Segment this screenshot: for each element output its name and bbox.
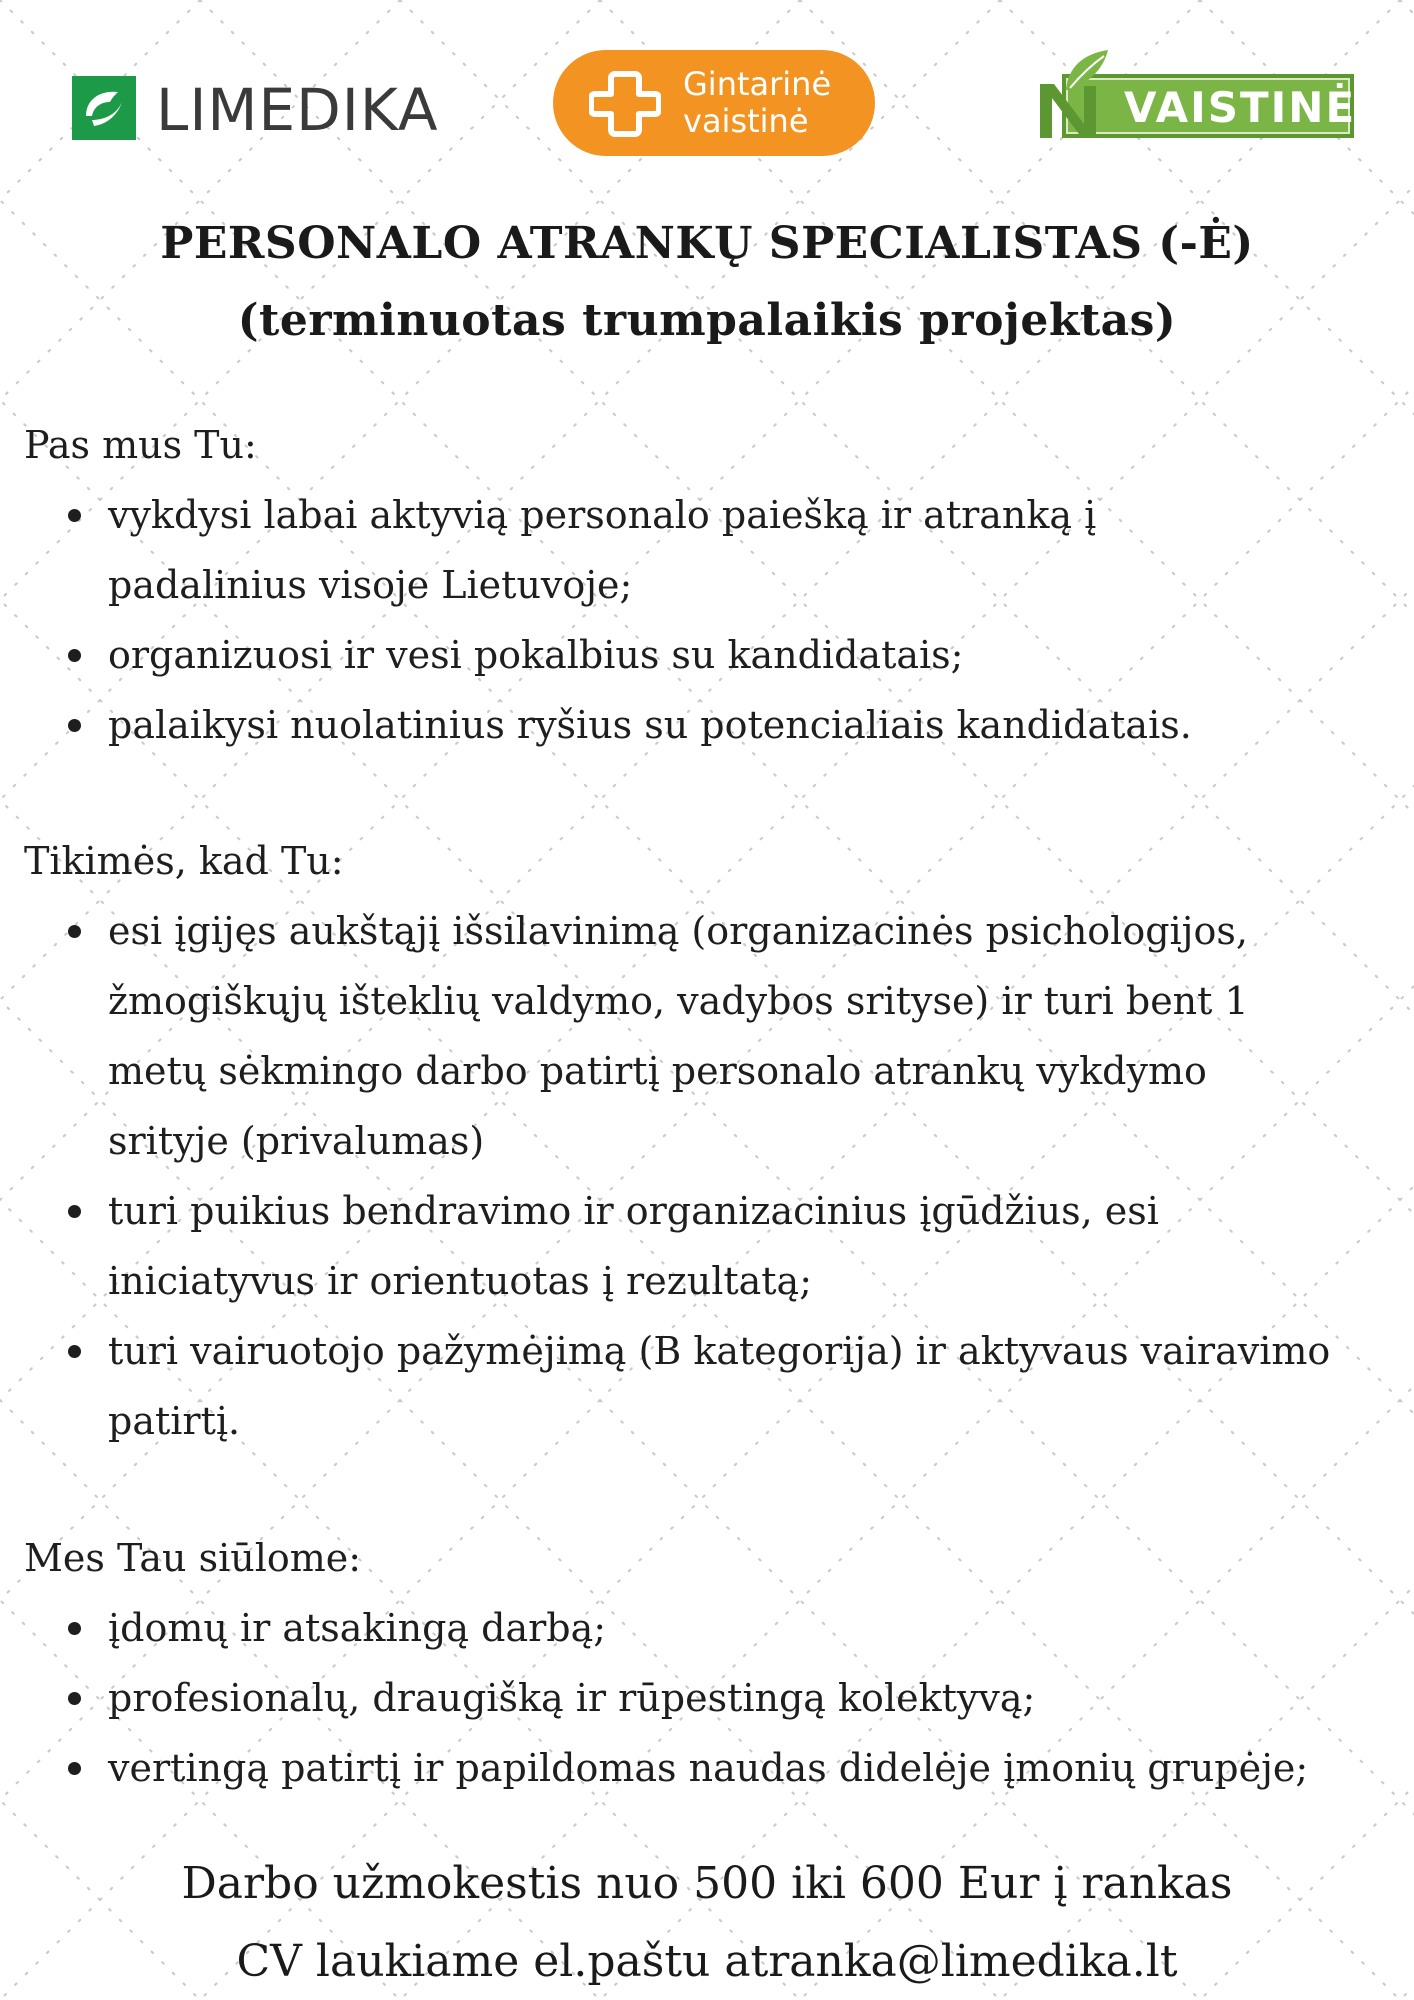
gintarine-line1: Gintarinė <box>683 65 832 103</box>
bullet-icon <box>68 1345 81 1358</box>
list-item: turi vairuotojo pažymėjimą (B kategorija) ir aktyvaus vairavimo patirtį. <box>24 1316 1408 1456</box>
section-heading: Tikimės, kad Tu: <box>24 839 344 883</box>
bullet-icon <box>68 509 81 522</box>
offer-section <box>24 1523 1404 1803</box>
cross-icon <box>589 68 661 140</box>
vaistine-logo <box>1018 46 1356 142</box>
limedika-mark-icon <box>72 76 136 140</box>
bullet-icon <box>68 1622 81 1635</box>
bullet-list <box>24 480 1404 760</box>
gintarine-line2: vaistinė <box>683 102 809 140</box>
bullet-list <box>24 896 1404 1456</box>
gintarine-logo-text <box>683 66 831 140</box>
bullet-icon <box>68 925 81 938</box>
bullet-list <box>24 1593 1404 1803</box>
bullet-icon <box>68 649 81 662</box>
limedika-logo-text: LIMEDIKA <box>156 76 439 144</box>
bullet-icon <box>68 1762 81 1775</box>
job-subtitle: (terminuotas trumpalaikis projektas) <box>237 295 1177 346</box>
contact-text: CV laukiame el.paštu atranka@limedika.lt <box>236 1936 1178 1987</box>
leaf-n-icon <box>1018 46 1128 142</box>
list-item: turi puikius bendravimo ir organizacinius įgūdžius, esi iniciatyvus ir orientuotas į rezultatą; <box>24 1176 1258 1316</box>
list-item: profesionalų, draugišką ir rūpestingą kolektyvą; <box>24 1663 1404 1733</box>
list-item: įdomų ir atsakingą darbą; <box>24 1593 1404 1663</box>
vaistine-logo-text: VAISTINĖ <box>1124 83 1357 132</box>
bullet-icon <box>68 719 81 732</box>
list-item: organizuosi ir vesi pokalbius su kandidatais; <box>24 620 1404 690</box>
responsibilities-section <box>24 410 1404 760</box>
list-item: palaikysi nuolatinius ryšius su potencialiais kandidatais. <box>24 690 1404 760</box>
list-item: vertingą patirtį ir papildomas naudas didelėje įmonių grupėje; <box>24 1733 1404 1803</box>
list-item: esi įgijęs aukštąjį išsilavinimą (organizacinės psichologijos, žmogiškųjų išteklių valdymo, vadybos srityse) ir turi bent 1 metų sėkmingo darbo patirtį personalo atrankų vykdymo srityje (privalumas) <box>24 896 1258 1176</box>
list-item: vykdysi labai aktyvią personalo paiešką ir atranką į padalinius visoje Lietuvoje; <box>24 480 1238 620</box>
gintarine-logo <box>553 50 875 156</box>
section-heading: Mes Tau siūlome: <box>24 1536 362 1580</box>
limedika-logo <box>72 76 472 144</box>
job-title: PERSONALO ATRANKŲ SPECIALISTAS (-Ė) <box>160 218 1254 269</box>
salary-text: Darbo užmokestis nuo 500 iki 600 Eur į rankas <box>181 1858 1233 1909</box>
requirements-section <box>24 826 1404 1456</box>
bullet-icon <box>68 1205 81 1218</box>
section-heading: Pas mus Tu: <box>24 423 257 467</box>
bullet-icon <box>68 1692 81 1705</box>
